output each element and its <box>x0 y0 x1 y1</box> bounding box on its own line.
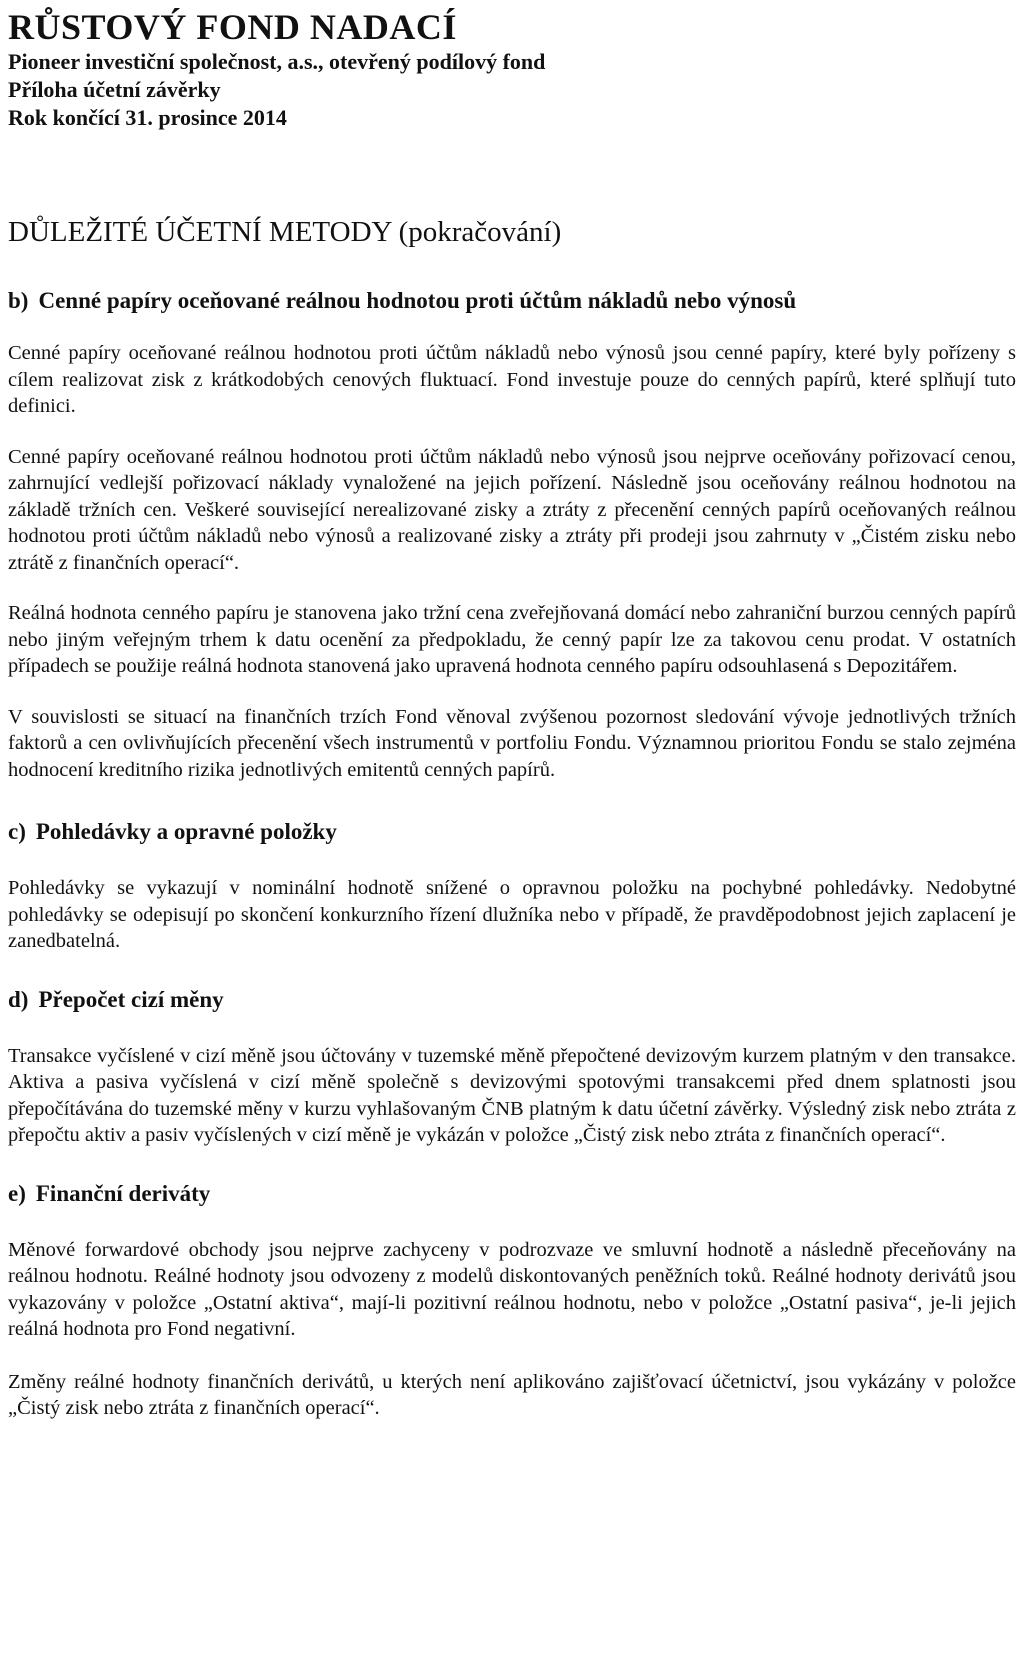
heading-e <box>8 1179 1016 1209</box>
paragraph-b-4: V souvislosti se situací na finančních trzích Fond věnoval zvýšenou pozornost sledování vývoje jednotlivých tržních faktorů a cen ovlivňujících přecenění všech instrumentů v portfoliu Fondu. Významnou prioritou Fondu se stalo zejména hodnocení kreditního rizika jednotlivých emitentů cenných papírů. <box>8 705 1016 781</box>
heading-b-letter: b) <box>8 288 29 313</box>
section-title: DŮLEŽITÉ ÚČETNÍ METODY (pokračování) <box>8 216 562 248</box>
heading-b <box>8 286 1016 316</box>
fund-title: RŮSTOVÝ FOND NADACÍ <box>8 7 457 47</box>
heading-c-letter: c) <box>8 819 26 844</box>
heading-c-title: Pohledávky a opravné položky <box>35 819 337 844</box>
paragraph-d-1: Transakce vyčíslené v cizí měně jsou účtovány v tuzemské měně přepočtené devizovým kurzem platným v den transakce. Aktiva a pasiva vyčíslená v cizí měně společně s devizovými spotovými transakcemi před dnem splatnosti jsou přepočítávána do tuzemské měny v kurzu vyhlašovaným ČNB platným k datu účetní závěrky. Výsledný zisk nebo ztráta z přepočtu aktiv a pasiv vyčíslených v cizí měně je vykázán v položce „Čistý zisk nebo ztráta z finančních operací“. <box>8 1044 1016 1146</box>
heading-d-title: Přepočet cizí měny <box>38 986 224 1012</box>
heading-e-letter: e) <box>8 1180 26 1206</box>
paragraph-b-1: Cenné papíry oceňované reálnou hodnotou proti účtům nákladů nebo výnosů jsou cenné papíry, které byly pořízeny s cílem realizovat zisk z krátkodobých cenových fluktuací. Fond investuje pouze do cenných papírů, které splňují tuto definici. <box>8 342 1016 417</box>
paragraph-e-2: Změny reálné hodnoty finančních derivátů, u kterých není aplikováno zajišťovací účetnictví, jsou vykázány v položce „Čistý zisk nebo ztráta z finančních operací“. <box>8 1370 1016 1419</box>
heading-d <box>8 985 1016 1015</box>
company-name: Pioneer investiční společnost, a.s., otevřený podílový fond <box>8 49 546 74</box>
heading-d-letter: d) <box>8 986 29 1012</box>
paragraph-b-2: Cenné papíry oceňované reálnou hodnotou proti účtům nákladů nebo výnosů jsou nejprve oceňovány pořizovací cenou, zahrnující vedlejší pořizovací náklady vynaložené na jejich pořízení. Následně jsou oceňovány reálnou hodnotou na základě tržních cen. Veškeré související nerealizované zisky a ztráty z přecenění cenných papírů oceňovaných reálnou hodnotou proti účtům nákladů nebo výnosů a realizované zisky a ztráty při prodeji jsou zahrnuty v „Čistém zisku nebo ztrátě z finančních operací“. <box>8 445 1016 574</box>
period-label: Rok končící 31. prosince 2014 <box>8 105 287 130</box>
heading-e-title: Finanční deriváty <box>35 1180 211 1206</box>
attachment-label: Příloha účetní závěrky <box>8 77 221 102</box>
paragraph-e-1: Měnové forwardové obchody jsou nejprve zachyceny v podrozvaze ve smluvní hodnotě a následně přeceňovány na reálnou hodnotu. Reálné hodnoty jsou odvozeny z modelů diskontovaných peněžních toků. Reálné hodnoty derivátů jsou vykazovány v položce „Ostatní aktiva“, mají-li pozitivní reálnou hodnotu, nebo v položce „Ostatní pasiva“, je-li jejich reálná hodnota pro Fond negativní. <box>8 1238 1016 1340</box>
heading-c <box>8 817 1016 847</box>
heading-b-title: Cenné papíry oceňované reálnou hodnotou proti účtům nákladů nebo výnosů <box>38 288 797 313</box>
paragraph-b-3: Reálná hodnota cenného papíru je stanovena jako tržní cena zveřejňovaná domácí nebo zahraniční burzou cenných papírů nebo jiným veřejným trhem k datu ocenění za předpokladu, že cenný papír lze za takovou cenu prodat. V ostatních případech se použije reálná hodnota stanovená jako upravená hodnota cenného papíru odsouhlasená s Depozitářem. <box>8 602 1016 677</box>
paragraph-c-1: Pohledávky se vykazují v nominální hodnotě snížené o opravnou položku na pochybné pohledávky. Nedobytné pohledávky se odepisují po skončení konkurzního řízení dlužníka nebo v případě, že pravděpodobnost jejich zaplacení je zanedbatelná. <box>8 877 1016 952</box>
